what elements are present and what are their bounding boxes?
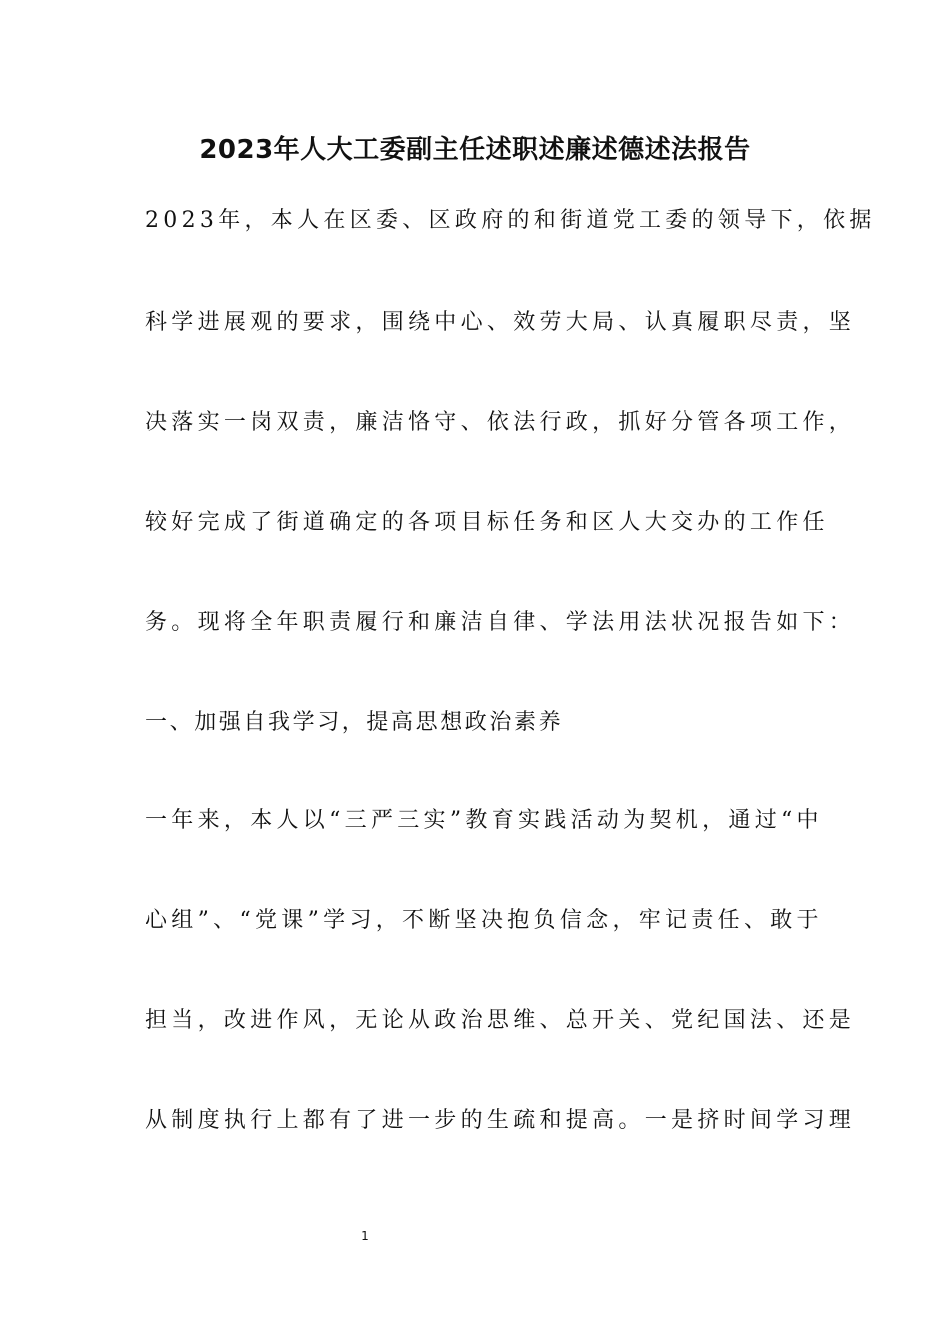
body-line: 2023年，本人在区委、区政府的和街道党工委的领导下，依据 <box>145 208 876 233</box>
body-line: 心组”、“党课”学习，不断坚决抱负信念，牢记责任、敢于 <box>145 908 823 933</box>
body-line: 一年来，本人以“三严三实”教育实践活动为契机，通过“中 <box>145 808 823 833</box>
body-line: 科学进展观的要求，围绕中心、效劳大局、认真履职尽责，坚 <box>145 310 856 335</box>
body-line: 担当，改进作风，无论从政治思维、总开关、党纪国法、还是 <box>145 1008 856 1033</box>
body-line: 较好完成了街道确定的各项目标任务和区人大交办的工作任 <box>145 510 829 535</box>
page-number: 1 <box>361 1229 369 1243</box>
document-title: 2023年人大工委副主任述职述廉述德述法报告 <box>199 135 751 165</box>
body-line: 务。现将全年职责履行和廉洁自律、学法用法状况报告如下： <box>145 610 856 635</box>
body-line: 决落实一岗双责，廉洁恪守、依法行政，抓好分管各项工作， <box>145 410 856 435</box>
section-heading: 一、加强自我学习，提高思想政治素养 <box>145 710 564 735</box>
body-line: 从制度执行上都有了进一步的生疏和提高。一是挤时间学习理 <box>145 1108 856 1133</box>
